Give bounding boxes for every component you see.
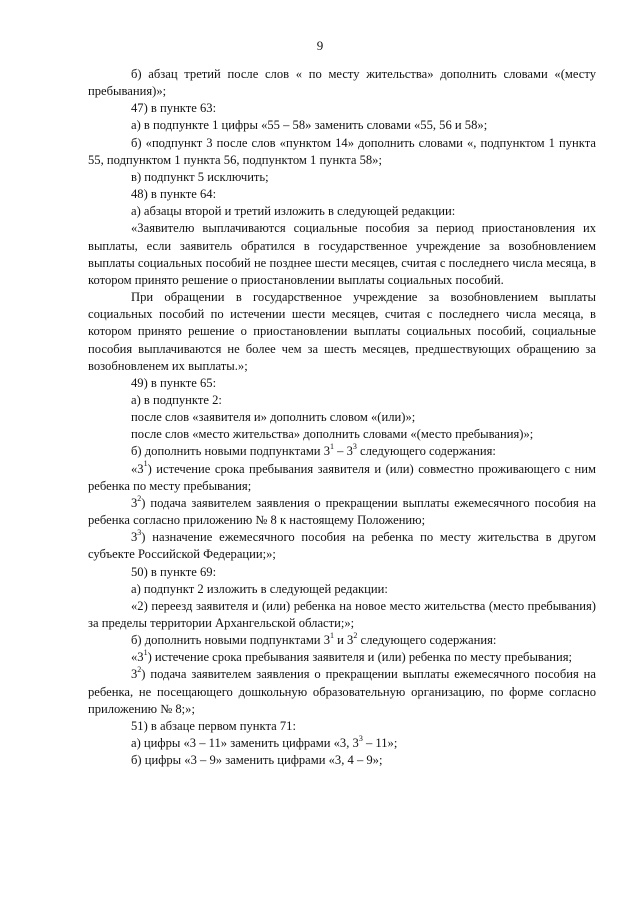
paragraph-text: ) истечение срока пребывания заявителя и (или) ребенка по месту пребывания; xyxy=(147,650,573,665)
paragraph xyxy=(88,100,596,117)
paragraph-text: «3 xyxy=(131,461,144,476)
paragraph-text: 47) в пункте 63: xyxy=(131,101,217,116)
paragraph-text: б) дополнить новыми подпунктами 3 xyxy=(131,444,330,459)
paragraph-text: б) дополнить новыми подпунктами 3 xyxy=(131,633,330,648)
paragraph xyxy=(88,169,596,186)
paragraph xyxy=(88,409,596,426)
paragraph-text: 3 xyxy=(131,495,138,510)
paragraph xyxy=(88,461,596,495)
paragraph xyxy=(88,735,596,752)
paragraph xyxy=(88,135,596,169)
paragraph xyxy=(88,289,596,375)
paragraph xyxy=(88,443,596,460)
paragraph-text: а) в подпункте 2: xyxy=(131,392,222,407)
paragraph xyxy=(88,495,596,529)
paragraph-text: б) «подпункт 3 после слов «пунктом 14» дополнить словами «, подпунктом 1 пункта 55, подпунктом 1 пункта 56, подпунктом 1 пункта 58»; xyxy=(88,135,596,167)
paragraph-text: При обращении в государственное учреждение за возобновлением выплаты социальных пособий по истечении шести месяцев, считая с последнего числа месяца, в котором принято решение о приостановлении выплаты социальных пособий, социальные пособия выплачиваются не более чем за шесть месяцев, предшествующих обращению за возобновленем их выплаты.»; xyxy=(88,290,596,373)
paragraph xyxy=(88,649,596,666)
paragraph-text: «3 xyxy=(131,650,144,665)
superscript: 1 xyxy=(143,648,148,658)
superscript: 3 xyxy=(352,442,357,452)
paragraph xyxy=(88,186,596,203)
superscript: 2 xyxy=(353,630,358,640)
paragraph xyxy=(88,752,596,769)
paragraph xyxy=(88,718,596,735)
superscript: 1 xyxy=(330,630,334,640)
paragraph xyxy=(88,220,596,289)
paragraph-text: 51) в абзаце первом пункта 71: xyxy=(131,718,296,733)
paragraph-text: б) абзац третий после слов « по месту жительства» дополнить словами «(месту пребывания)»; xyxy=(88,67,596,99)
paragraph-text: и 3 xyxy=(334,633,354,648)
paragraph-text: 50) в пункте 69: xyxy=(131,564,217,579)
paragraph-text: а) в подпункте 1 цифры «55 – 58» заменить словами «55, 56 и 58»; xyxy=(131,118,488,133)
paragraph xyxy=(88,564,596,581)
paragraph-text: после слов «место жительства» дополнить словами «(место пребывания)»; xyxy=(131,427,534,442)
document-body xyxy=(88,66,596,769)
paragraph-text: ) истечение срока пребывания заявителя и (или) совместно проживающего с ним ребенка по месту пребывания; xyxy=(88,461,596,493)
paragraph-text: «Заявителю выплачиваются социальные пособия за период приостановления их выплаты, если заявитель обратился в государственное учреждение за возобновлением выплаты социальных пособий не позднее шести месяцев, считая с последнего числа месяца, в котором принято решение о приостановлении выплаты социальных пособий. xyxy=(88,221,596,287)
superscript: 2 xyxy=(137,493,142,503)
paragraph xyxy=(88,375,596,392)
paragraph-text: – 11»; xyxy=(362,736,398,751)
paragraph xyxy=(88,666,596,717)
paragraph-text: ) подача заявителем заявления о прекращении выплаты ежемесячного пособия на ребенка согласно приложению № 8 к настоящему Положению; xyxy=(88,495,596,528)
paragraph-text: а) подпункт 2 изложить в следующей редакции: xyxy=(131,581,388,596)
page-number: 9 xyxy=(316,38,324,53)
paragraph xyxy=(88,392,596,409)
paragraph-text: – 3 xyxy=(334,444,353,459)
paragraph-text: после слов «заявителя и» дополнить словом «(или)»; xyxy=(131,410,416,425)
paragraph-text: следующего содержания: xyxy=(356,444,496,459)
paragraph xyxy=(88,598,596,632)
superscript: 1 xyxy=(330,442,334,452)
paragraph-text: ) назначение ежемесячного пособия на ребенка по месту жительства в другом субъекте Российской Федерации;»; xyxy=(88,530,596,562)
paragraph-text: «2) переезд заявителя и (или) ребенка на новое место жительства (место пребывания) за пределы территории Архангельской области;»; xyxy=(88,598,596,630)
paragraph xyxy=(88,66,596,100)
paragraph-text: следующего содержания: xyxy=(357,633,497,648)
paragraph-text: б) цифры «3 – 9» заменить цифрами «3, 4 – 9»; xyxy=(131,753,383,768)
superscript: 1 xyxy=(143,459,148,469)
paragraph-text: 48) в пункте 64: xyxy=(131,187,217,202)
paragraph-text: в) подпункт 5 исключить; xyxy=(131,169,269,184)
superscript: 2 xyxy=(137,665,142,675)
superscript: 3 xyxy=(137,528,142,538)
paragraph xyxy=(88,426,596,443)
paragraph-text: а) цифры «3 – 11» заменить цифрами «3, 3 xyxy=(131,736,359,751)
paragraph-text: ) подача заявителем заявления о прекращении выплаты ежемесячного пособия на ребенка, не посещающего дошкольную образовательную организацию, по форме согласно приложению № 8;»; xyxy=(88,667,596,716)
paragraph xyxy=(88,581,596,598)
paragraph-text: 49) в пункте 65: xyxy=(131,375,217,390)
paragraph xyxy=(88,529,596,563)
paragraph-text: 3 xyxy=(131,667,138,682)
paragraph-text: 3 xyxy=(131,530,138,545)
paragraph xyxy=(88,203,596,220)
superscript: 3 xyxy=(358,733,363,743)
paragraph-text: а) абзацы второй и третий изложить в следующей редакции: xyxy=(131,204,456,219)
paragraph xyxy=(88,632,596,649)
paragraph xyxy=(88,117,596,134)
